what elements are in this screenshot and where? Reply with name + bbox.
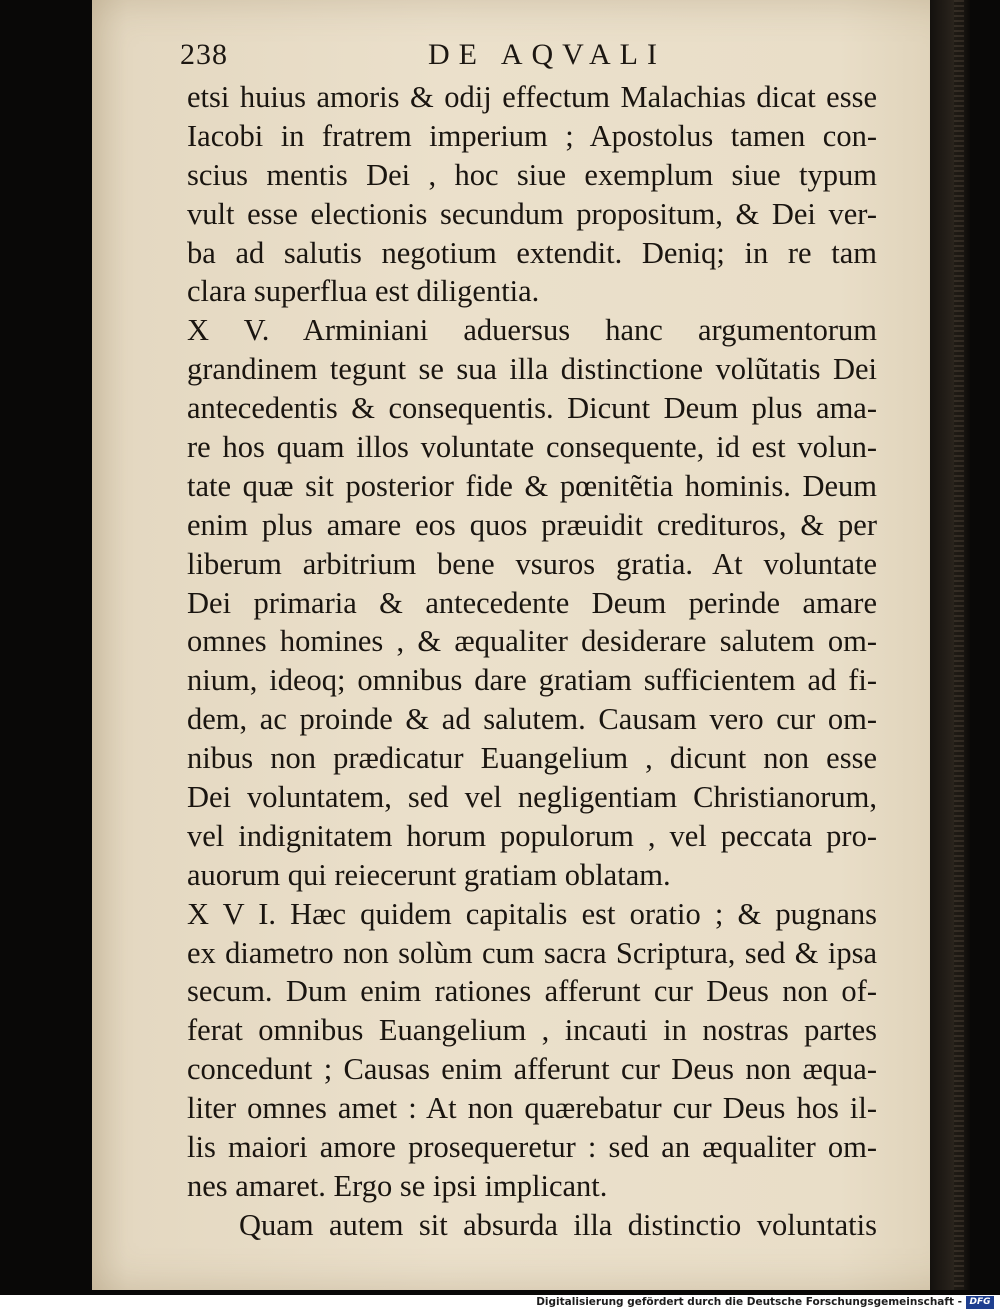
text-line: liter omnes amet : At non quærebatur cur Deus hos il- [187,1091,877,1126]
text-line: omnes homines , & æqualiter desiderare salutem om- [187,624,877,659]
text-line: dem, ac proinde & ad salutem. Causam vero cur om- [187,702,877,737]
text-line: etsi huius amoris & odij effectum Malachias dicat esse [187,80,877,114]
text-line: vel indignitatem horum populorum , vel peccata pro- [187,818,877,853]
page-number: 238 [180,38,228,71]
section-heading-line: X V I. Hæc quidem capitalis est oratio ; & pugnans [187,896,877,931]
funding-credit: Digitalisierung gefördert durch die Deutsche Forschungsgemeinschaft - [536,1296,962,1308]
body-text [187,78,877,1245]
text-line: grandinem tegunt se sua illa distinctione volũtatis Dei [187,352,877,387]
text-line: antecedentis & consequentis. Dicunt Deum plus ama- [187,391,877,426]
text-line: Quam autem sit absurda illa distinctio voluntatis [239,1207,877,1242]
text-line: liberum arbitrium bene vsuros gratia. At voluntate [187,546,877,581]
text-line: scius mentis Dei , hoc siue exemplum siue typum [187,157,877,192]
dfg-logo: DFG [966,1296,994,1309]
page-edge-fore-edge [954,0,964,1290]
text-line: re hos quam illos voluntate consequente, id est volun- [187,430,877,465]
text-line: enim plus amare eos quos præuidit credituros, & per [187,507,877,542]
text-line: lis maiori amore prosequeretur : sed an æqualiter om- [187,1130,877,1165]
text-line: nes amaret. Ergo se ipsi implicant. [187,1168,608,1203]
section-heading-line: X V. Arminiani aduersus hanc argumentorum [187,313,877,348]
text-line: clara superflua est diligentia. [187,274,540,309]
page-edge-shadow [930,0,970,1290]
text-line: concedunt ; Causas enim afferunt cur Deus non æqua- [187,1052,877,1087]
text-line: Dei primaria & antecedente Deum perinde amare [187,585,877,620]
text-line: secum. Dum enim rationes afferunt cur Deus non of- [187,974,877,1009]
text-line: auorum qui reiecerunt gratiam oblatam. [187,857,671,892]
page-header [180,30,880,76]
text-line: Dei voluntatem, sed vel negligentiam Christianorum, [187,780,877,815]
text-line: nibus non prædicatur Euangelium , dicunt non esse [187,741,877,776]
text-line: Iacobi in fratrem imperium ; Apostolus tamen con- [187,118,877,153]
running-head: DE AQVALI [428,38,666,71]
text-line: ferat omnibus Euangelium , incauti in nostras partes [187,1013,877,1048]
text-line: ex diametro non solùm cum sacra Scriptura, sed & ipsa [187,935,877,970]
text-line: ba ad salutis negotium extendit. Deniq; in re tam [187,235,877,270]
text-line: nium, ideoq; omnibus dare gratiam sufficientem ad fi- [187,663,877,698]
text-line: vult esse electionis secundum propositum, & Dei ver- [187,196,877,231]
text-line: tate quæ sit posterior fide & pœnitẽtia hominis. Deum [187,468,877,503]
digitization-footer [0,1295,1000,1311]
